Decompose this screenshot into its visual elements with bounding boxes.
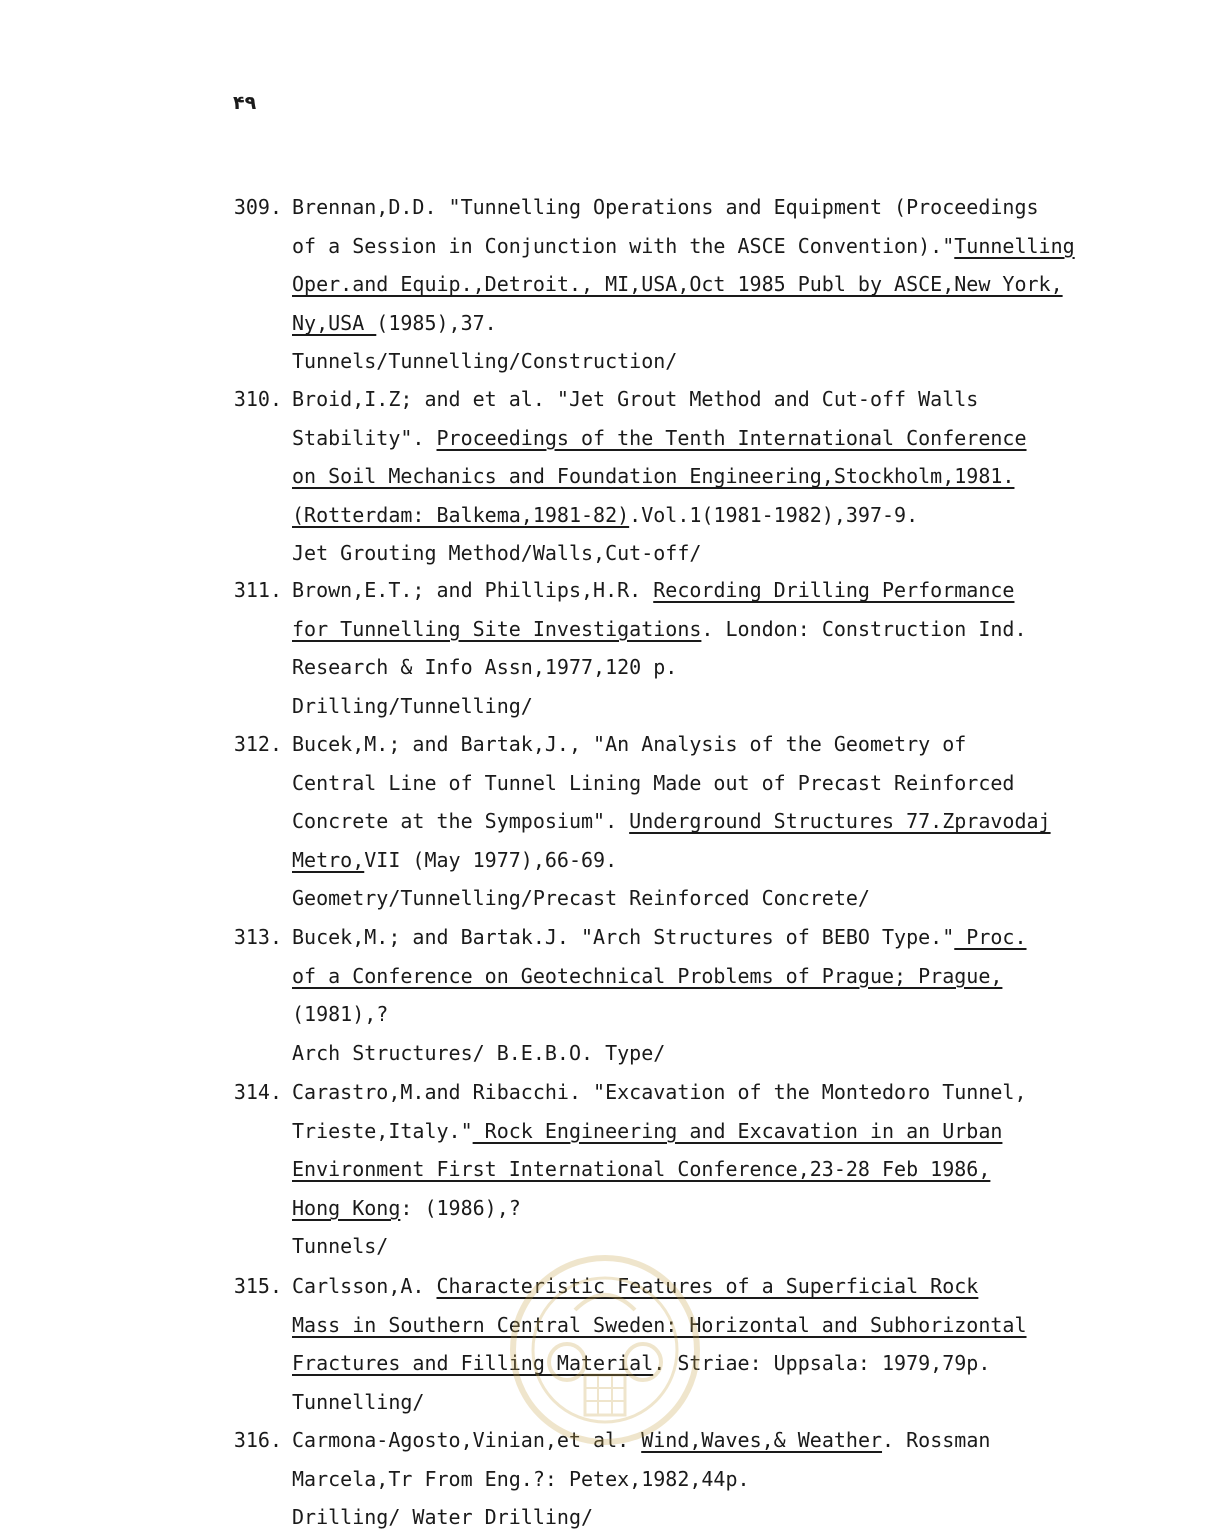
- citation-line: [292, 571, 1152, 610]
- source-title: Metro,: [292, 847, 365, 872]
- entry-keywords: Jet Grouting Method/Walls,Cut-off/: [292, 541, 702, 566]
- citation-text: Trieste,Italy.": [292, 1118, 473, 1143]
- citation-line: [292, 380, 1152, 419]
- source-title: Recording Drilling Performance: [653, 578, 1015, 602]
- citation-text: Bucek,M.; and Bartak,J., "An Analysis of the Geometry of: [292, 732, 967, 756]
- entry-keywords: Geometry/Tunnelling/Precast Reinforced Concrete/: [292, 886, 870, 911]
- citation-line: [292, 496, 1152, 535]
- source-title: Oper.and Equip.,Detroit., MI,USA,Oct 1985 Publ by ASCE,New York,: [292, 272, 1063, 297]
- citation-line: [292, 610, 1152, 649]
- source-title: on Soil Mechanics and Foundation Engineering,Stockholm,1981.: [292, 464, 1015, 489]
- citation-line: [292, 1460, 1152, 1499]
- entry-keywords: Drilling/ Water Drilling/: [292, 1505, 594, 1530]
- citation-text: . Striae: Uppsala: 1979,79p.: [653, 1351, 991, 1376]
- citation-text: (1981),?: [292, 1002, 389, 1027]
- citation-text: Central Line of Tunnel Lining Made out of Precast Reinforced: [292, 770, 1015, 795]
- citation-text: (1985),37.: [376, 310, 497, 335]
- citation-line: [292, 802, 1152, 841]
- citation-text: Stability".: [292, 425, 437, 450]
- citation-line: [292, 265, 1152, 304]
- citation-text: Carlsson,A.: [292, 1274, 437, 1298]
- citation-line: [292, 419, 1152, 458]
- citation-line: [292, 1267, 1152, 1306]
- source-title: for Tunnelling Site Investigations: [292, 616, 702, 641]
- entry-number: 312.: [233, 732, 282, 756]
- entry-keywords: Arch Structures/ B.E.B.O. Type/: [292, 1040, 666, 1065]
- citation-line: [292, 304, 1152, 343]
- citation-text: Carastro,M.and Ribacchi. "Excavation of the Montedoro Tunnel,: [292, 1080, 1027, 1104]
- source-title: of a Conference on Geotechnical Problems of Prague; Prague,: [292, 963, 1003, 988]
- entry-number: 315.: [233, 1274, 282, 1298]
- entry-citation: [292, 1267, 1152, 1421]
- source-title: Proceedings of the Tenth International Conference: [436, 425, 1027, 450]
- citation-text: : (1986),?: [400, 1195, 521, 1220]
- source-title: Wind,Waves,& Weather: [641, 1428, 883, 1452]
- source-title: Hong Kong: [292, 1195, 401, 1220]
- citation-line: [292, 1306, 1152, 1345]
- entry-citation: [292, 725, 1152, 918]
- source-title: Fractures and Filling Material: [292, 1351, 654, 1376]
- citation-text: Concrete at the Symposium".: [292, 809, 630, 834]
- source-title: Tunnelling: [954, 233, 1075, 258]
- source-title: Characteristic Features of a Superficial Rock: [436, 1274, 979, 1298]
- citation-text: of a Session in Conjunction with the ASCE Convention).": [292, 233, 955, 258]
- entry-keywords: Tunnelling/: [292, 1389, 425, 1414]
- entry-number: 316.: [233, 1428, 282, 1452]
- entry-citation: [292, 1421, 1152, 1537]
- citation-line: [292, 1421, 1152, 1460]
- citation-line: [292, 1073, 1152, 1112]
- citation-line: [292, 957, 1152, 996]
- page-number: ۴۹: [233, 92, 257, 114]
- citation-line: [292, 995, 1152, 1034]
- citation-line: [292, 841, 1152, 880]
- citation-line: [292, 918, 1152, 957]
- entry-number: 309.: [233, 195, 282, 219]
- citation-text: . London: Construction Ind.: [701, 616, 1027, 641]
- entry-number: 313.: [233, 925, 282, 949]
- entry-citation: [292, 918, 1152, 1072]
- citation-line: [292, 1112, 1152, 1151]
- citation-text: Brennan,D.D. "Tunnelling Operations and Equipment (Proceedings: [292, 195, 1039, 219]
- citation-line: [292, 725, 1152, 764]
- citation-text: Marcela,Tr From Eng.?: Petex,1982,44p.: [292, 1466, 750, 1491]
- entry-keywords: Drilling/Tunnelling/: [292, 693, 533, 718]
- entry-number: 310.: [233, 387, 282, 411]
- entry-keywords: Tunnels/Tunnelling/Construction/: [292, 349, 678, 374]
- citation-text: Bucek,M.; and Bartak.J. "Arch Structures of BEBO Type.": [292, 925, 955, 949]
- citation-text: Brown,E.T.; and Phillips,H.R.: [292, 578, 654, 602]
- citation-line: [292, 227, 1152, 266]
- source-title: Environment First International Conference,23-28 Feb 1986,: [292, 1157, 991, 1182]
- citation-line: [292, 1150, 1152, 1189]
- entry-citation: [292, 188, 1152, 381]
- source-title: (Rotterdam: Balkema,1981-82): [292, 502, 630, 527]
- citation-line: [292, 648, 1152, 687]
- entry-number: 314.: [233, 1080, 282, 1104]
- source-title: Rock Engineering and Excavation in an Urban: [472, 1118, 1003, 1143]
- entry-keywords: Tunnels/: [292, 1234, 389, 1259]
- entry-number: 311.: [233, 578, 282, 602]
- citation-text: Broid,I.Z; and et al. "Jet Grout Method and Cut-off Walls: [292, 387, 979, 411]
- source-title: Ny,USA: [292, 310, 377, 335]
- citation-text: Carmona-Agosto,Vinian,et al.: [292, 1428, 642, 1452]
- citation-text: VII (May 1977),66-69.: [364, 847, 618, 872]
- citation-line: [292, 1344, 1152, 1383]
- citation-line: [292, 457, 1152, 496]
- source-title: Underground Structures 77.Zpravodaj: [629, 809, 1051, 834]
- citation-line: [292, 188, 1152, 227]
- citation-text: .Vol.1(1981-1982),397-9.: [629, 502, 919, 527]
- citation-text: . Rossman: [882, 1428, 991, 1452]
- citation-line: [292, 1189, 1152, 1228]
- entry-citation: [292, 380, 1152, 573]
- entry-citation: [292, 571, 1152, 725]
- source-title: Mass in Southern Central Sweden: Horizontal and Subhorizontal: [292, 1312, 1027, 1337]
- citation-line: [292, 764, 1152, 803]
- citation-text: Research & Info Assn,1977,120 p.: [292, 655, 678, 680]
- entry-citation: [292, 1073, 1152, 1266]
- source-title: Proc.: [954, 925, 1027, 949]
